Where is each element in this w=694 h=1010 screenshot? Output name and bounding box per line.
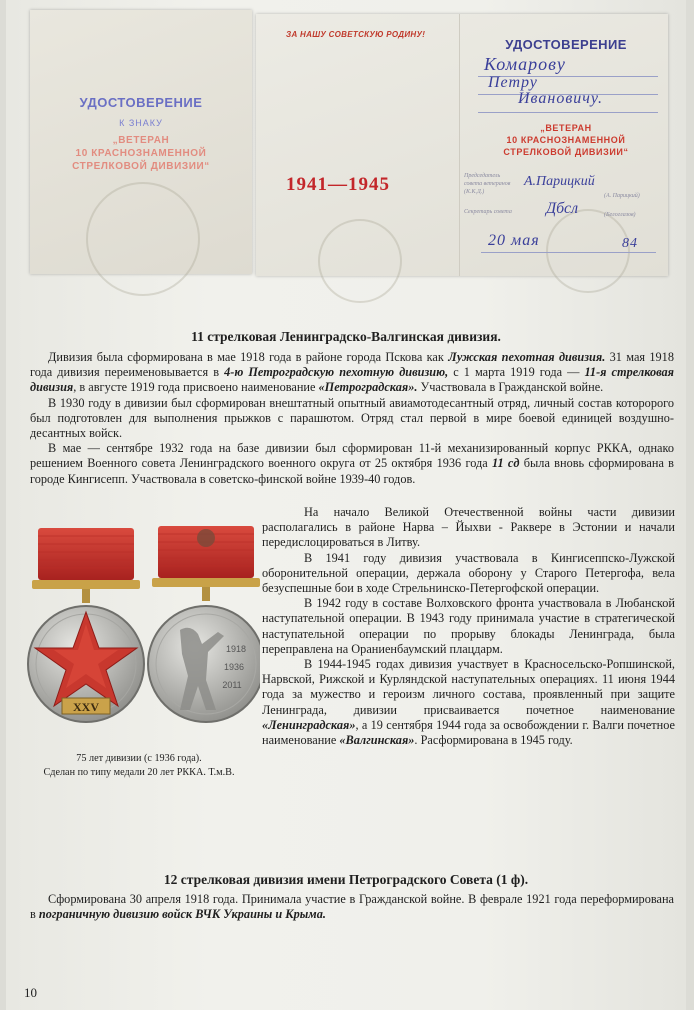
handwritten-name: Петру [488, 74, 538, 91]
form-label-chairman-name: (А. Парицкий) [604, 193, 640, 199]
page-number: 10 [24, 985, 37, 1000]
article-body [30, 892, 674, 922]
secretary-signature: Дбсл [546, 200, 579, 217]
certificate-red-line-3: СТРЕЛКОВОЙ ДИВИЗИИ“ [503, 147, 629, 157]
form-line [481, 252, 656, 253]
certificate-red-line-1: „ВЕТЕРАН [540, 123, 592, 133]
certificate-fold [459, 14, 460, 276]
certificate-motto: ЗА НАШУ СОВЕТСКУЮ РОДИНУ! [286, 30, 426, 39]
form-label-org: (К.К.Д.) [464, 189, 485, 195]
article-heading: 12 стрелковая дивизия имени Петроградского Совета (1 ф). [163, 872, 529, 887]
form-label-secretary: Секретарь совета [464, 209, 512, 215]
certificate-cover-red-line-2: 10 КРАСНОЗНАМЕННОЙ [75, 148, 207, 159]
faded-medal-watermark [86, 182, 200, 296]
certificate-open [256, 14, 668, 276]
paragraph: Дивизия была сформирована в мае 1918 года в районе города Пскова как Лужская пехотная дивизия. 31 мая 1918 года дивизия переименовывается в 4-ю Петроградскую пехотную дивизию, с 1 марта 1919 года — 11-я стрелковая дивизия, в августе 1919 года присвоено наименование «Петроградская». Участвовала в Гражданской войне. [30, 350, 674, 395]
medals-caption [20, 752, 258, 780]
chairman-signature: А.Парицкий [524, 174, 595, 189]
caption-line-1: 75 лет дивизии (с 1936 года). [76, 753, 202, 764]
certificate-title: УДОСТОВЕРЕНИЕ [505, 37, 627, 52]
medal-right-year-2: 1936 [223, 662, 245, 672]
handwritten-date: 20 мая [488, 232, 540, 249]
medal-left [28, 528, 144, 722]
paragraph: В мае — сентябре 1932 года на базе дивизии был сформирован 11-й механизированный корпус РККА, однако решением Военного совета Ленинградского военного округа от 25 октября 1936 года 11 сд была вновь сформирована в городе Кингисепп. Участвовала в советско-финской войне 1939-40 годов. [30, 441, 674, 486]
medal-right [148, 526, 260, 722]
certificate-cover-red-line-3: СТРЕЛКОВОЙ ДИВИЗИИ“ [72, 161, 210, 172]
certificate-cover-red-line-1: „ВЕТЕРАН [112, 135, 170, 146]
certificate-years: 1941—1945 [286, 174, 390, 195]
certificate-cover-title: УДОСТОВЕРЕНИЕ [79, 95, 203, 110]
medal-right-year-3: 2011 [222, 680, 242, 690]
certificate-red-line-2: 10 КРАСНОЗНАМЕННОЙ [506, 135, 626, 145]
caption-line-2: Сделан по типу медали 20 лет РККА. Т.м.В. [43, 767, 235, 778]
article-heading: 11 стрелковая Ленинградско-Валгинская дивизия. [191, 329, 501, 344]
medals-photo [20, 520, 260, 748]
medal-right-year-1: 1918 [225, 644, 247, 654]
article-body-right-column [262, 505, 675, 748]
paragraph: В 1944-1945 годах дивизия участвует в Красносельско-Ропшинской, Нарвской, Рижской и Курляндской наступательных операциях. 11 июня 1944 года за мужество и героизм личного состава, проявленный при защите Ленинграда, дивизии присваивается почетное наименование «Ленинградская», а 19 сентября 1944 года за освобождении г. Валги почетное наименование «Валгинская». Расформирована в 1945 году. [262, 657, 675, 748]
paragraph: В 1941 году дивизия участвовала в Кингисеппско-Лужской оборонительной операции, держала оборону у Старого Петергофа, вела безуспешные бои в ходе Стрельнинско-Петергофской операции. [262, 550, 675, 596]
faded-medal-watermark [318, 219, 402, 303]
form-line [478, 112, 658, 113]
faded-medal-watermark [546, 209, 630, 293]
paragraph: Сформирована 30 апреля 1918 года. Принимала участие в Гражданской войне. В феврале 1921 года переформирована в пограничную дивизию войск ВЧК Украины и Крыма. [30, 892, 674, 922]
handwritten-surname: Комарову [484, 54, 566, 74]
certificate-cover-subtitle: К ЗНАКУ [119, 118, 163, 128]
paragraph: В 1930 году в дивизии был сформирован внештатный опытный авиамотодесантный отряд, личный состав которорого был подготовлен для выполнения прыжков с парашютом. Отряд стал первой в мире боевой единицей воздушно-десантных войск. [30, 395, 674, 441]
form-label-council: совета ветеранов [464, 181, 511, 187]
certificate-cover [30, 10, 252, 274]
form-label-secretary-name: (Белоглазов) [604, 212, 636, 218]
paragraph: На начало Великой Отечественной войны части дивизии располагались в районе Нарва – Йыхви - Раквере в Эстонии и начали передислоцироваться в Литву. [262, 505, 675, 550]
handwritten-year: 84 [622, 236, 638, 251]
handwritten-patronymic: Ивановичу. [518, 90, 603, 107]
article-body [30, 350, 674, 487]
medal-left-label: XXV [73, 700, 99, 714]
page [6, 0, 686, 1010]
paragraph: В 1942 году в составе Волховского фронта участвовала в Любанской наступательной операции. В 1943 году принимала участие в стратегической наступательной операции по прорыву блокады Ленинграда, была переправлена на Ораниенбаумский плацдарм. [262, 596, 675, 656]
form-label-chairman: Председатель [464, 173, 501, 179]
